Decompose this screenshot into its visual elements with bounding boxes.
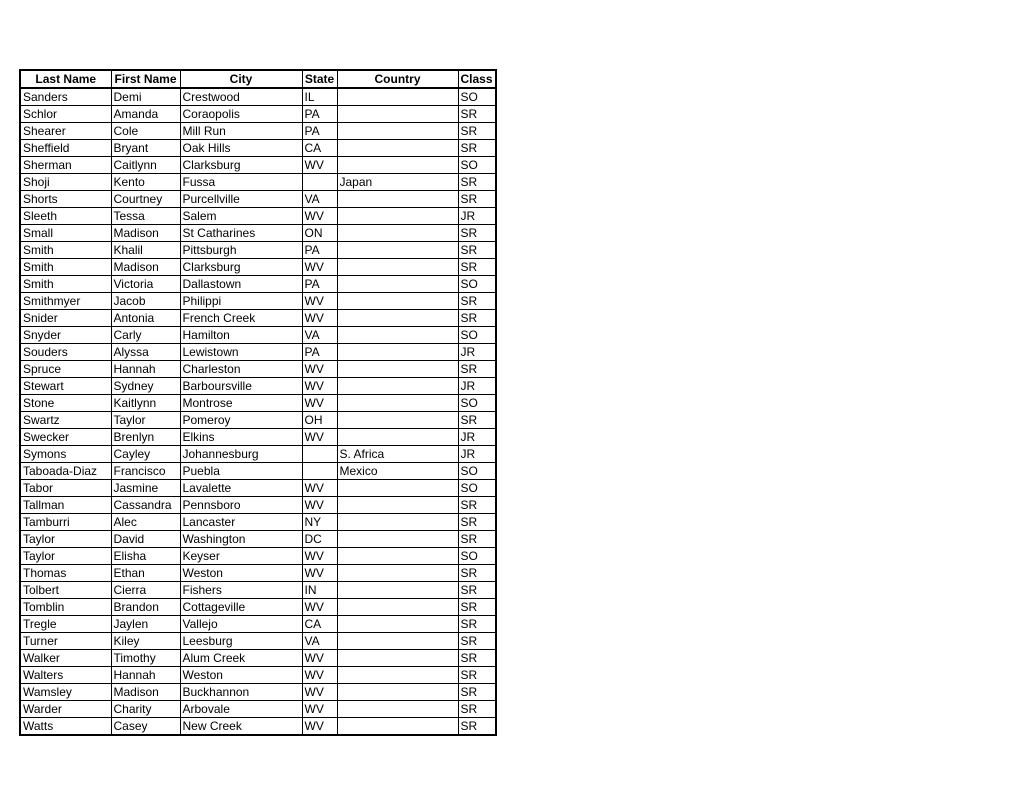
country-cell [337,88,458,106]
country-cell [337,208,458,225]
last-name-cell: Snyder [20,327,111,344]
class-cell: JR [458,378,496,395]
city-cell: Clarksburg [180,157,302,174]
class-cell: SR [458,718,496,736]
last-name-cell: Swartz [20,412,111,429]
first-name-cell: Timothy [111,650,180,667]
city-cell: Cottageville [180,599,302,616]
last-name-cell: Schlor [20,106,111,123]
class-cell: SO [458,463,496,480]
city-cell: Purcellville [180,191,302,208]
table-row [20,599,496,616]
city-cell: Buckhannon [180,684,302,701]
header-first-name: First Name [111,70,180,88]
city-cell: French Creek [180,310,302,327]
city-cell: Washington [180,531,302,548]
country-cell [337,327,458,344]
first-name-cell: Caitlynn [111,157,180,174]
city-cell: Keyser [180,548,302,565]
state-cell: WV [302,565,337,582]
last-name-cell: Thomas [20,565,111,582]
state-cell: PA [302,344,337,361]
last-name-cell: Sanders [20,88,111,106]
table-row [20,191,496,208]
table-row [20,463,496,480]
class-cell: SO [458,88,496,106]
class-cell: SR [458,310,496,327]
class-cell: JR [458,429,496,446]
country-cell [337,718,458,736]
city-cell: Arbovale [180,701,302,718]
first-name-cell: Victoria [111,276,180,293]
table-row [20,106,496,123]
last-name-cell: Walters [20,667,111,684]
state-cell: WV [302,650,337,667]
table-row [20,633,496,650]
class-cell: SR [458,140,496,157]
state-cell: IN [302,582,337,599]
city-cell: Montrose [180,395,302,412]
country-cell [337,276,458,293]
first-name-cell: Elisha [111,548,180,565]
first-name-cell: Amanda [111,106,180,123]
class-cell: SO [458,480,496,497]
table-row [20,225,496,242]
first-name-cell: Casey [111,718,180,736]
state-cell [302,446,337,463]
first-name-cell: Jasmine [111,480,180,497]
table-row [20,276,496,293]
table-row [20,497,496,514]
table-row [20,140,496,157]
state-cell: WV [302,395,337,412]
state-cell: WV [302,480,337,497]
last-name-cell: Tomblin [20,599,111,616]
first-name-cell: Charity [111,701,180,718]
header-class: Class [458,70,496,88]
first-name-cell: Demi [111,88,180,106]
last-name-cell: Sherman [20,157,111,174]
table-header [20,70,496,88]
city-cell: Lavalette [180,480,302,497]
city-cell: Clarksburg [180,259,302,276]
table-row [20,327,496,344]
country-cell [337,242,458,259]
city-cell: Weston [180,565,302,582]
first-name-cell: Courtney [111,191,180,208]
class-cell: SR [458,106,496,123]
last-name-cell: Taylor [20,548,111,565]
first-name-cell: Francisco [111,463,180,480]
city-cell: Pittsburgh [180,242,302,259]
state-cell: WV [302,208,337,225]
first-name-cell: Khalil [111,242,180,259]
state-cell: VA [302,191,337,208]
table-row [20,259,496,276]
first-name-cell: Hannah [111,667,180,684]
first-name-cell: Tessa [111,208,180,225]
country-cell [337,514,458,531]
last-name-cell: Turner [20,633,111,650]
state-cell: WV [302,548,337,565]
class-cell: SR [458,497,496,514]
header-row [20,70,496,88]
class-cell: JR [458,344,496,361]
country-cell [337,395,458,412]
table-row [20,429,496,446]
country-cell [337,582,458,599]
class-cell: SR [458,412,496,429]
last-name-cell: Tallman [20,497,111,514]
header-country: Country [337,70,458,88]
table-row [20,582,496,599]
state-cell: WV [302,310,337,327]
first-name-cell: Taylor [111,412,180,429]
student-roster-table [19,69,497,736]
last-name-cell: Snider [20,310,111,327]
last-name-cell: Small [20,225,111,242]
country-cell [337,140,458,157]
state-cell: OH [302,412,337,429]
state-cell: WV [302,497,337,514]
last-name-cell: Watts [20,718,111,736]
first-name-cell: Kaitlynn [111,395,180,412]
first-name-cell: Cole [111,123,180,140]
state-cell: WV [302,378,337,395]
city-cell: Alum Creek [180,650,302,667]
country-cell [337,191,458,208]
city-cell: Weston [180,667,302,684]
first-name-cell: Jacob [111,293,180,310]
table-row [20,548,496,565]
class-cell: JR [458,208,496,225]
state-cell: WV [302,599,337,616]
city-cell: Hamilton [180,327,302,344]
country-cell [337,531,458,548]
last-name-cell: Warder [20,701,111,718]
first-name-cell: Brenlyn [111,429,180,446]
city-cell: Charleston [180,361,302,378]
state-cell: PA [302,106,337,123]
table-row [20,344,496,361]
country-cell [337,650,458,667]
country-cell [337,259,458,276]
class-cell: SR [458,293,496,310]
country-cell [337,667,458,684]
first-name-cell: Cierra [111,582,180,599]
class-cell: SR [458,174,496,191]
city-cell: Leesburg [180,633,302,650]
table-row [20,650,496,667]
country-cell: Mexico [337,463,458,480]
table-row [20,395,496,412]
table-row [20,242,496,259]
last-name-cell: Walker [20,650,111,667]
state-cell: WV [302,667,337,684]
state-cell: WV [302,259,337,276]
country-cell [337,616,458,633]
table-body [20,88,496,735]
city-cell: Lewistown [180,344,302,361]
state-cell [302,463,337,480]
city-cell: Pomeroy [180,412,302,429]
last-name-cell: Smith [20,259,111,276]
class-cell: SO [458,395,496,412]
state-cell: NY [302,514,337,531]
table-row [20,667,496,684]
state-cell: IL [302,88,337,106]
state-cell: VA [302,327,337,344]
class-cell: SO [458,327,496,344]
country-cell [337,310,458,327]
class-cell: SR [458,650,496,667]
state-cell: WV [302,429,337,446]
class-cell: SR [458,531,496,548]
last-name-cell: Tabor [20,480,111,497]
last-name-cell: Stone [20,395,111,412]
city-cell: Lancaster [180,514,302,531]
last-name-cell: Shorts [20,191,111,208]
last-name-cell: Taylor [20,531,111,548]
last-name-cell: Smith [20,276,111,293]
state-cell: PA [302,242,337,259]
city-cell: Puebla [180,463,302,480]
class-cell: SR [458,667,496,684]
table-row [20,412,496,429]
table-row [20,446,496,463]
table-row [20,378,496,395]
state-cell [302,174,337,191]
class-cell: SR [458,633,496,650]
state-cell: CA [302,140,337,157]
first-name-cell: Jaylen [111,616,180,633]
first-name-cell: Carly [111,327,180,344]
class-cell: SR [458,684,496,701]
state-cell: DC [302,531,337,548]
class-cell: SO [458,548,496,565]
class-cell: SO [458,276,496,293]
state-cell: CA [302,616,337,633]
city-cell: Vallejo [180,616,302,633]
city-cell: New Creek [180,718,302,736]
country-cell [337,599,458,616]
table-row [20,88,496,106]
state-cell: WV [302,361,337,378]
city-cell: Fishers [180,582,302,599]
state-cell: WV [302,157,337,174]
class-cell: SR [458,701,496,718]
city-cell: Crestwood [180,88,302,106]
table-row [20,157,496,174]
country-cell [337,548,458,565]
country-cell [337,633,458,650]
city-cell: St Catharines [180,225,302,242]
table-row [20,293,496,310]
class-cell: SO [458,157,496,174]
last-name-cell: Shoji [20,174,111,191]
first-name-cell: Alyssa [111,344,180,361]
state-cell: PA [302,123,337,140]
first-name-cell: David [111,531,180,548]
class-cell: SR [458,191,496,208]
table-row [20,208,496,225]
class-cell: SR [458,599,496,616]
first-name-cell: Bryant [111,140,180,157]
last-name-cell: Swecker [20,429,111,446]
table-row [20,174,496,191]
state-cell: PA [302,276,337,293]
country-cell [337,378,458,395]
country-cell [337,344,458,361]
class-cell: SR [458,123,496,140]
table-row [20,701,496,718]
country-cell [337,123,458,140]
first-name-cell: Madison [111,259,180,276]
first-name-cell: Cassandra [111,497,180,514]
city-cell: Johannesburg [180,446,302,463]
last-name-cell: Taboada-Diaz [20,463,111,480]
class-cell: SR [458,361,496,378]
first-name-cell: Kiley [111,633,180,650]
table-row [20,514,496,531]
state-cell: WV [302,718,337,736]
first-name-cell: Antonia [111,310,180,327]
last-name-cell: Sleeth [20,208,111,225]
header-last-name: Last Name [20,70,111,88]
city-cell: Pennsboro [180,497,302,514]
header-state: State [302,70,337,88]
table-row [20,616,496,633]
last-name-cell: Smith [20,242,111,259]
city-cell: Dallastown [180,276,302,293]
table-row [20,531,496,548]
country-cell: S. Africa [337,446,458,463]
class-cell: JR [458,446,496,463]
first-name-cell: Ethan [111,565,180,582]
first-name-cell: Brandon [111,599,180,616]
class-cell: SR [458,242,496,259]
header-city: City [180,70,302,88]
table-row [20,565,496,582]
class-cell: SR [458,616,496,633]
last-name-cell: Spruce [20,361,111,378]
last-name-cell: Symons [20,446,111,463]
country-cell [337,412,458,429]
country-cell: Japan [337,174,458,191]
last-name-cell: Shearer [20,123,111,140]
country-cell [337,106,458,123]
first-name-cell: Kento [111,174,180,191]
table-row [20,718,496,736]
city-cell: Coraopolis [180,106,302,123]
country-cell [337,157,458,174]
country-cell [337,429,458,446]
state-cell: ON [302,225,337,242]
city-cell: Salem [180,208,302,225]
country-cell [337,480,458,497]
class-cell: SR [458,225,496,242]
country-cell [337,293,458,310]
table-row [20,361,496,378]
last-name-cell: Tamburri [20,514,111,531]
table-row [20,123,496,140]
city-cell: Oak Hills [180,140,302,157]
first-name-cell: Madison [111,225,180,242]
country-cell [337,225,458,242]
state-cell: VA [302,633,337,650]
state-cell: WV [302,293,337,310]
country-cell [337,701,458,718]
last-name-cell: Wamsley [20,684,111,701]
last-name-cell: Sheffield [20,140,111,157]
state-cell: WV [302,701,337,718]
class-cell: SR [458,565,496,582]
first-name-cell: Alec [111,514,180,531]
city-cell: Barboursville [180,378,302,395]
country-cell [337,497,458,514]
city-cell: Philippi [180,293,302,310]
last-name-cell: Tregle [20,616,111,633]
first-name-cell: Sydney [111,378,180,395]
first-name-cell: Madison [111,684,180,701]
class-cell: SR [458,582,496,599]
table-row [20,310,496,327]
country-cell [337,361,458,378]
city-cell: Fussa [180,174,302,191]
city-cell: Mill Run [180,123,302,140]
state-cell: WV [302,684,337,701]
last-name-cell: Stewart [20,378,111,395]
class-cell: SR [458,514,496,531]
last-name-cell: Smithmyer [20,293,111,310]
last-name-cell: Souders [20,344,111,361]
class-cell: SR [458,259,496,276]
first-name-cell: Hannah [111,361,180,378]
last-name-cell: Tolbert [20,582,111,599]
country-cell [337,565,458,582]
country-cell [337,684,458,701]
first-name-cell: Cayley [111,446,180,463]
table-row [20,480,496,497]
table-row [20,684,496,701]
city-cell: Elkins [180,429,302,446]
